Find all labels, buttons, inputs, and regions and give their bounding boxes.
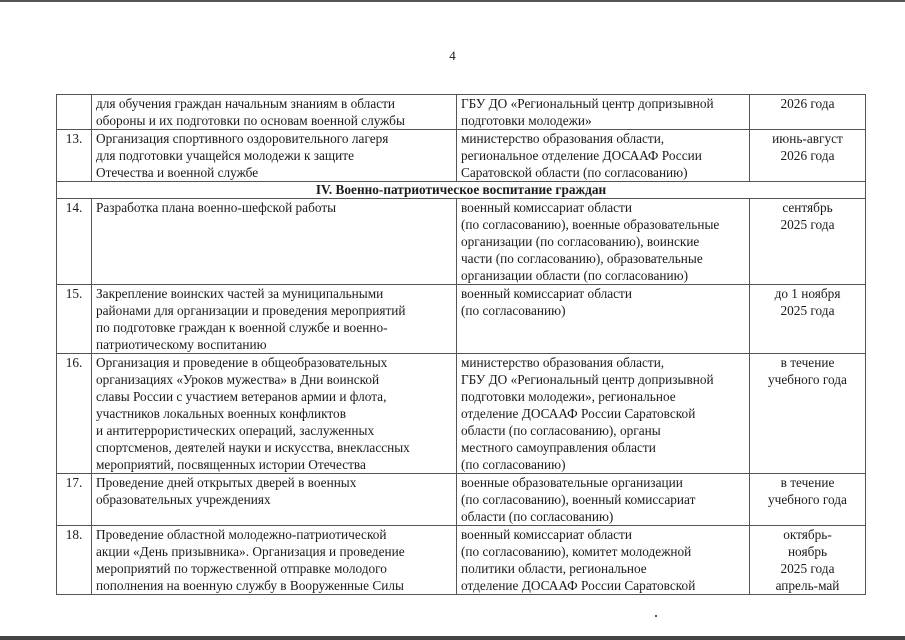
event-description-line: по подготовке граждан к военной службе и военно-: [96, 320, 388, 335]
responsible-parties: [457, 354, 750, 474]
deadline-line: 2026 года: [780, 148, 835, 163]
event-description-line: Организация и проведение в общеобразовательных: [96, 355, 388, 370]
deadline-line: учебного года: [768, 492, 847, 507]
event-description: [92, 130, 457, 182]
deadline-line: 2025 года: [780, 303, 835, 318]
responsible-parties: [457, 285, 750, 354]
event-description-line: участников локальных военных конфликтов: [96, 406, 346, 421]
item-number: 16.: [57, 354, 92, 474]
responsible-parties-line: организации (по согласованию), воинские: [461, 234, 700, 249]
event-description-line: и антитеррористических операций, заслуженных: [96, 423, 375, 438]
event-description-line: акции «День призывника». Организация и проведение: [96, 544, 405, 559]
table-body: [57, 95, 866, 595]
event-description-line: районами для организации и проведения мероприятий: [96, 303, 406, 318]
responsible-parties: [457, 474, 750, 526]
responsible-parties: [457, 130, 750, 182]
deadline-line: в течение: [780, 475, 835, 490]
event-description-line: обороны и их подготовки по основам военной службы: [96, 113, 405, 128]
responsible-parties-line: военный комиссариат области: [461, 200, 632, 215]
deadline-line: 2025 года: [780, 217, 835, 232]
deadline-line: апрель-май: [775, 578, 840, 593]
scan-bottom-edge: [0, 636, 905, 640]
table-row: [57, 199, 866, 285]
responsible-parties-line: отделение ДОСААФ России Саратовской: [461, 578, 696, 593]
responsible-parties-line: подготовки молодежи», региональное: [461, 389, 676, 404]
deadline-line: до 1 ноября: [774, 286, 841, 301]
table-row: [57, 354, 866, 474]
event-description: [92, 95, 457, 130]
deadline: [750, 474, 866, 526]
responsible-parties-line: отделение ДОСААФ России Саратовской: [461, 406, 696, 421]
deadline-line: 2026 года: [780, 96, 835, 111]
responsible-parties-line: военные образовательные организации: [461, 475, 683, 490]
event-description: [92, 526, 457, 595]
page-number: 4: [449, 48, 456, 63]
section-title: IV. Военно-патриотическое воспитание граждан: [57, 182, 866, 199]
table-row: [57, 526, 866, 595]
responsible-parties-line: местного самоуправления области: [461, 440, 656, 455]
event-description-line: Отечества и военной службе: [96, 165, 259, 180]
scan-artifact-dot: [655, 615, 657, 617]
responsible-parties-line: ГБУ ДО «Региональный центр допризывной: [461, 96, 714, 111]
event-description-line: для подготовки учащейся молодежи к защите: [96, 148, 354, 163]
responsible-parties-line: (по согласованию): [461, 303, 566, 318]
event-description: [92, 285, 457, 354]
responsible-parties-line: области (по согласованию): [461, 509, 614, 524]
event-description-line: Проведение областной молодежно-патриотической: [96, 527, 387, 542]
deadline-line: учебного года: [768, 372, 847, 387]
deadline-line: ноябрь: [787, 544, 828, 559]
event-description-line: Разработка плана военно-шефской работы: [96, 200, 337, 215]
action-plan-table: [56, 94, 866, 595]
deadline: [750, 526, 866, 595]
deadline-line: сентябрь: [782, 200, 833, 215]
responsible-parties-line: области (по согласованию), органы: [461, 423, 661, 438]
responsible-parties-line: организации области (по согласованию): [461, 268, 689, 283]
responsible-parties: [457, 526, 750, 595]
responsible-parties-line: подготовки молодежи»: [461, 113, 592, 128]
responsible-parties-line: региональное отделение ДОСААФ России: [461, 148, 702, 163]
responsible-parties: [457, 95, 750, 130]
table-row: [57, 474, 866, 526]
item-number: 18.: [57, 526, 92, 595]
item-number: 14.: [57, 199, 92, 285]
event-description-line: организациях «Уроков мужества» в Дни воинской: [96, 372, 380, 387]
responsible-parties-line: военный комиссариат области: [461, 286, 632, 301]
scan-top-edge: [0, 0, 905, 2]
responsible-parties-line: (по согласованию), комитет молодежной: [461, 544, 692, 559]
event-description: [92, 474, 457, 526]
table-row: [57, 95, 866, 130]
responsible-parties-line: части (по согласованию), образовательные: [461, 251, 703, 266]
deadline: [750, 130, 866, 182]
event-description-line: Проведение дней открытых дверей в военных: [96, 475, 357, 490]
event-description-line: Организация спортивного оздоровительного лагеря: [96, 131, 389, 146]
deadline: [750, 285, 866, 354]
responsible-parties-line: (по согласованию): [461, 457, 566, 472]
responsible-parties-line: политики области, региональное: [461, 561, 647, 576]
responsible-parties-line: (по согласованию), военные образовательные: [461, 217, 720, 232]
deadline-line: 2025 года: [780, 561, 835, 576]
deadline-line: в течение: [780, 355, 835, 370]
table-row: [57, 285, 866, 354]
item-number: [57, 95, 92, 130]
table-row: [57, 130, 866, 182]
responsible-parties: [457, 199, 750, 285]
deadline: [750, 95, 866, 130]
event-description-line: для обучения граждан начальным знаниям в области: [96, 96, 396, 111]
event-description-line: мероприятий по торжественной отправке молодого: [96, 561, 387, 576]
event-description-line: славы России с участием ветеранов армии и флота,: [96, 389, 387, 404]
event-description-line: спортсменов, деятелей науки и искусства, внеклассных: [96, 440, 410, 455]
event-description-line: мероприятий, посвященных истории Отечества: [96, 457, 366, 472]
responsible-parties-line: военный комиссариат области: [461, 527, 632, 542]
event-description-line: патриотическому воспитанию: [96, 337, 267, 352]
deadline-line: июнь-август: [772, 131, 843, 146]
deadline: [750, 199, 866, 285]
deadline: [750, 354, 866, 474]
deadline-line: октябрь-: [783, 527, 832, 542]
event-description-line: образовательных учреждениях: [96, 492, 271, 507]
event-description-line: пополнения на военную службу в Вооруженные Силы: [96, 578, 404, 593]
item-number: 15.: [57, 285, 92, 354]
event-description-line: Закрепление воинских частей за муниципальными: [96, 286, 384, 301]
event-description: [92, 354, 457, 474]
responsible-parties-line: ГБУ ДО «Региональный центр допризывной: [461, 372, 714, 387]
responsible-parties-line: министерство образования области,: [461, 355, 665, 370]
responsible-parties-line: (по согласованию), военный комиссариат: [461, 492, 696, 507]
item-number: 13.: [57, 130, 92, 182]
responsible-parties-line: министерство образования области,: [461, 131, 665, 146]
item-number: 17.: [57, 474, 92, 526]
responsible-parties-line: Саратовской области (по согласованию): [461, 165, 688, 180]
event-description: [92, 199, 457, 285]
section-header-row: [57, 182, 866, 199]
